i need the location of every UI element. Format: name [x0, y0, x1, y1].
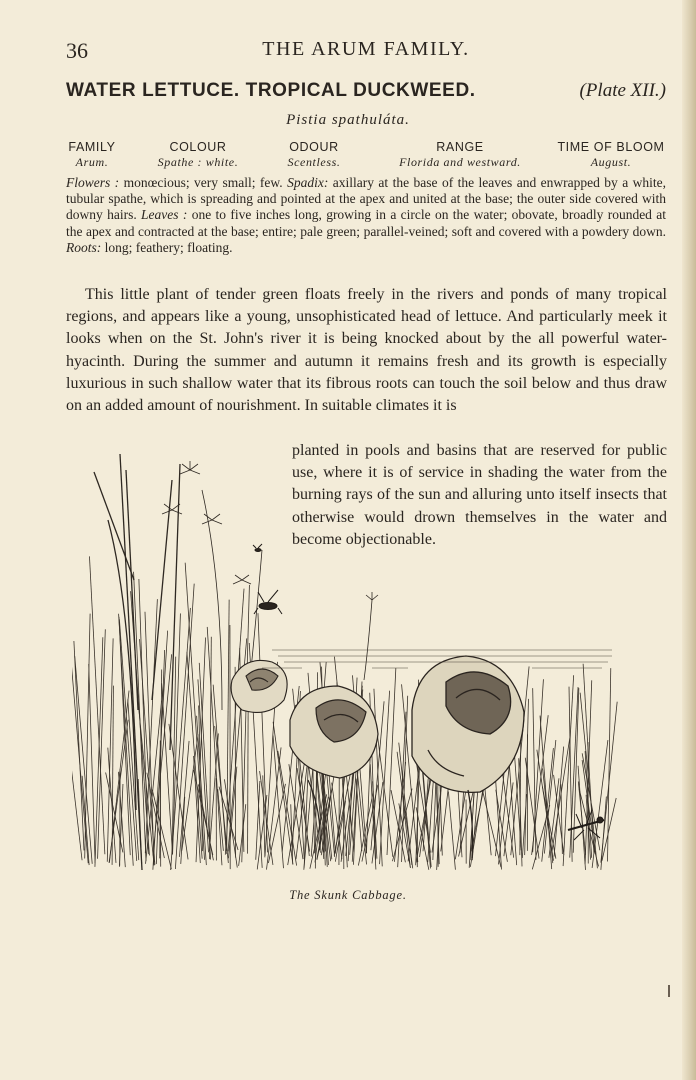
running-title: THE ARUM FAMILY. [262, 38, 470, 60]
flowers-label: Flowers : [66, 175, 120, 190]
info-table [66, 140, 668, 172]
grass-blade [278, 751, 297, 866]
grass-blade [540, 716, 552, 869]
tall-reeds [94, 454, 180, 870]
info-label: RANGE [436, 140, 484, 154]
leaves-label: Leaves : [141, 207, 188, 223]
body-paragraph: This little plant of tender green floats freely in the rivers and ponds of many tropical regions, and appears like a young, unsophisticated head of lettuce. And particularly meek it looks when on the St. John's river it is being knocked about by the all powerful water-hyacinth. During the summer and autumn it remains fresh and its growth is especially luxurious in such shallow water that its fibrous roots can touch the soil below and thus draw on an added amount of nourishment. In suitable climates it is [66, 286, 667, 415]
info-family [66, 140, 118, 170]
grass-blade [366, 758, 370, 853]
grass-blade [387, 668, 396, 855]
leaves-text: one to five inches long, growing in a circle on the water; obovate, broadly rounded at the apex and contracted at the base; entire; pale green; parallel-veined; soft and covered with a powdery down. [66, 207, 667, 239]
grass-blade [179, 741, 189, 857]
info-label: ODOUR [289, 140, 339, 154]
binomial-name: Pistia spathuláta. [286, 112, 410, 128]
roots-text: long; feathery; floating. [101, 239, 233, 255]
page-edge-shadow [682, 0, 696, 1080]
grass-blade [95, 637, 103, 867]
grass-blade [185, 563, 204, 860]
section-heading [66, 80, 666, 108]
spathe-small-left [231, 660, 287, 712]
info-value: Arum. [75, 155, 109, 169]
page-corner-mark [668, 985, 670, 997]
info-value: Florida and westward. [399, 155, 521, 169]
small-insect-icon [253, 544, 262, 552]
skunk-cabbage-illustration [72, 450, 632, 875]
info-value: Spathe : white. [157, 155, 239, 169]
info-label: COLOUR [169, 140, 227, 154]
grass-blade [448, 792, 455, 870]
info-label: FAMILY [68, 140, 116, 154]
section-title: WATER LETTUCE. TROPICAL DUCKWEED. [66, 80, 476, 101]
info-colour [142, 140, 254, 170]
running-head [66, 38, 666, 64]
info-value: August. [590, 155, 632, 169]
grass-blade [580, 693, 597, 869]
plate-reference: (Plate XII.) [579, 80, 666, 101]
grass-blade [85, 614, 90, 859]
grass-blade [455, 785, 466, 859]
spadix-text: axillary at the base of the leaves and enwrapped by a white, tubular spathe, which is spreading and pointed at the apex and united at the base; the outer side covered with downy hairs. [66, 175, 667, 223]
info-time-of-bloom [554, 140, 668, 170]
spadix-label: Spadix: [287, 175, 329, 190]
figure-caption: The Skunk Cabbage. [289, 888, 407, 902]
botanical-description [66, 175, 666, 256]
flowers-text: monœcious; very small; few. [119, 175, 288, 190]
grass-blade [98, 629, 106, 858]
info-odour [278, 140, 350, 170]
info-value: Scentless. [287, 155, 341, 169]
roots-label: Roots: [66, 239, 102, 255]
page-number: 36 [66, 38, 88, 63]
info-range [380, 140, 540, 170]
grass-blade [175, 584, 194, 869]
grass-blade [199, 663, 210, 860]
body-paragraph-continuation: planted in pools and basins that are reserved for public use, where it is of service in shading the water from the burning rays of the sun and alluring unto itself insects that otherwise would drown themselves in the water and become objectionable. [292, 442, 667, 548]
grass-blade [578, 781, 585, 854]
info-label: TIME OF BLOOM [557, 140, 665, 154]
